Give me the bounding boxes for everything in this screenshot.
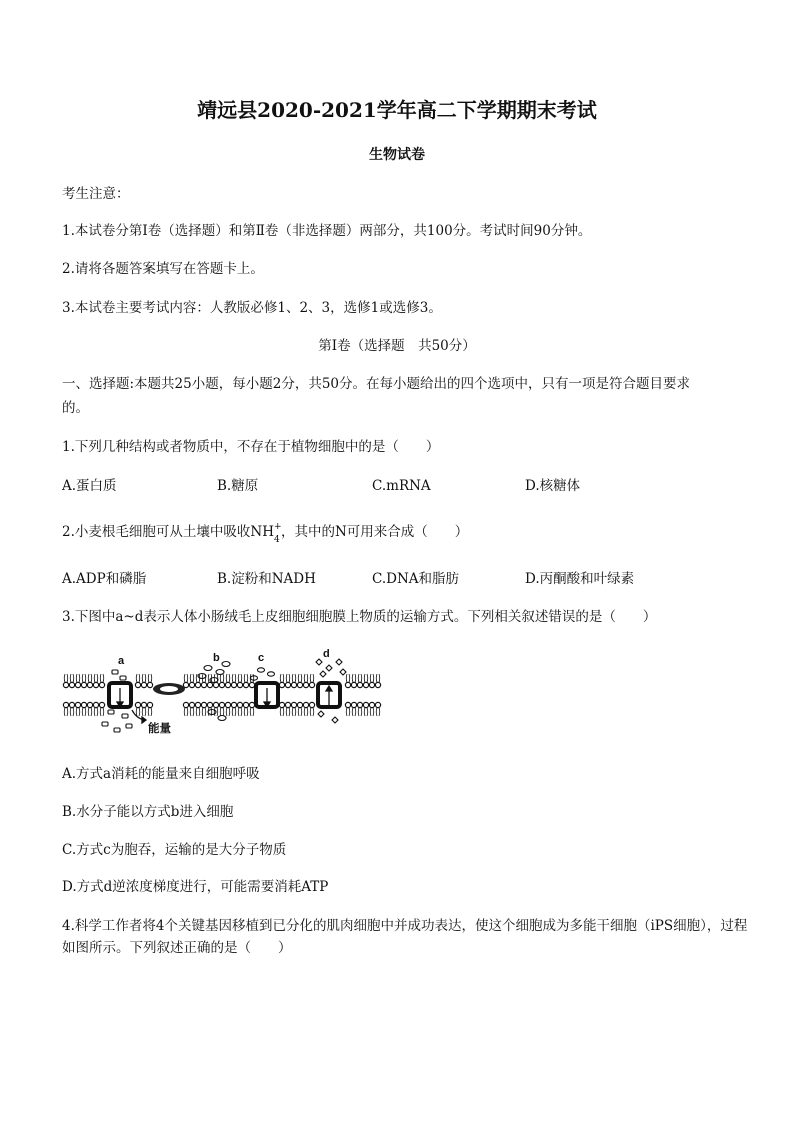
label-energy: 能量 (148, 723, 171, 735)
phospholipid (69, 674, 74, 688)
phospholipid (351, 702, 356, 716)
phospholipid (219, 702, 224, 716)
phospholipid (219, 674, 224, 688)
exam-subtitle: 生物试卷 (369, 147, 425, 163)
phospholipid (357, 674, 362, 688)
phospholipid (141, 674, 146, 688)
phospholipid (351, 674, 356, 688)
question-3-option-a: A.方式a消耗的能量来自细胞呼吸 (62, 766, 260, 782)
question-2-stem-post: ，其中的N可用来合成（ ） (280, 524, 469, 540)
notice-item-3: 3.本试卷主要考试内容：人教版必修1、2、3，选修1或选修3。 (62, 300, 442, 316)
section-instruction-line2: 的。 (62, 400, 89, 416)
question-1-option-a: A.蛋白质 (62, 478, 117, 494)
phospholipid (309, 674, 314, 688)
question-2-option-a: A.ADP和磷脂 (62, 571, 147, 587)
question-1-option-d: D.核糖体 (525, 478, 581, 494)
phospholipid (345, 702, 350, 716)
label-a: a (118, 655, 125, 667)
phospholipid (375, 702, 380, 716)
phospholipid (183, 702, 188, 716)
phospholipid (369, 674, 374, 688)
phospholipid (201, 702, 206, 716)
question-3-option-b: B.水分子能以方式b进入细胞 (62, 804, 234, 820)
exam-title: 靖远县2020-2021学年高二下学期期末考试 (197, 98, 597, 122)
phospholipid (189, 702, 194, 716)
phospholipid (285, 702, 290, 716)
phospholipid (369, 702, 374, 716)
phospholipid (189, 674, 194, 688)
phospholipid (303, 674, 308, 688)
phospholipid (147, 702, 152, 716)
notice-item-2: 2.请将各题答案填写在答题卡上。 (62, 261, 264, 277)
phospholipid (93, 702, 98, 716)
phospholipid (147, 674, 152, 688)
question-2-stem (62, 521, 468, 543)
ammonium-symbol: NH (250, 524, 274, 540)
phospholipid (345, 674, 350, 688)
phospholipid (141, 702, 146, 716)
membrane-transport-figure (62, 648, 382, 738)
phospholipid (93, 674, 98, 688)
notice-item-1: 1.本试卷分第Ⅰ卷（选择题）和第Ⅱ卷（非选择题）两部分，共100分。考试时间90分钟。 (62, 223, 592, 239)
phospholipid (291, 702, 296, 716)
phospholipid (225, 702, 230, 716)
question-3-stem: 3.下图中a~d表示人体小肠绒毛上皮细胞细胞膜上物质的运输方式。下列相关叙述错误的是（ ） (62, 609, 657, 625)
phospholipid (81, 674, 86, 688)
question-2-option-b: B.淀粉和NADH (217, 571, 316, 587)
phospholipid (231, 702, 236, 716)
phospholipid (183, 674, 188, 688)
phospholipid (81, 702, 86, 716)
notice-heading: 考生注意： (62, 186, 130, 202)
question-1-option-c: C.mRNA (372, 478, 431, 494)
label-c: c (258, 652, 265, 664)
phospholipid (225, 674, 230, 688)
phospholipid (195, 702, 200, 716)
phospholipid (357, 702, 362, 716)
label-b: b (213, 652, 220, 664)
question-3-option-c: C.方式c为胞吞，运输的是大分子物质 (62, 842, 287, 858)
ammonium-formula (250, 521, 281, 543)
phospholipid (63, 674, 68, 688)
question-2-option-d: D.丙酮酸和叶绿素 (525, 571, 635, 587)
membrane-diagram (62, 648, 382, 738)
phospholipid (231, 674, 236, 688)
phospholipid (363, 702, 368, 716)
phospholipid (243, 674, 248, 688)
phospholipid (309, 702, 314, 716)
phospholipid (87, 702, 92, 716)
phospholipid (99, 702, 104, 716)
phospholipid (279, 674, 284, 688)
phospholipid (249, 702, 254, 716)
phospholipid (237, 674, 242, 688)
phospholipid (237, 702, 242, 716)
phospholipid (75, 702, 80, 716)
question-2-stem-pre: 2.小麦根毛细胞可从土壤中吸收 (62, 524, 251, 540)
ammonium-subscript: 4 (273, 535, 280, 545)
phospholipid (279, 702, 284, 716)
section-title: 第Ⅰ卷（选择题 共50分） (318, 338, 476, 354)
phospholipid (75, 674, 80, 688)
phospholipid (63, 702, 68, 716)
phospholipid (243, 702, 248, 716)
phospholipid (285, 674, 290, 688)
channel-b (153, 683, 185, 695)
question-3-option-d: D.方式d逆浓度梯度进行，可能需要消耗ATP (62, 879, 329, 895)
phospholipid (99, 674, 104, 688)
phospholipid (297, 702, 302, 716)
section-instruction-line1: 一、选择题:本题共25小题，每小题2分，共50分。在每小题给出的四个选项中，只有一项是符合题目要求 (62, 376, 690, 392)
phospholipid (303, 702, 308, 716)
phospholipid (363, 674, 368, 688)
question-4-stem: 4.科学工作者将4个关键基因移植到已分化的肌肉细胞中并成功表达，使这个细胞成为多能干细胞（iPS细胞），过程如图所示。下列叙述正确的是（ ） (62, 918, 748, 956)
phospholipid (297, 674, 302, 688)
phospholipid (69, 702, 74, 716)
phospholipid (375, 674, 380, 688)
question-2-option-c: C.DNA和脂肪 (372, 571, 460, 587)
ammonium-charge: + (273, 522, 282, 532)
label-d: d (323, 648, 330, 660)
phospholipid (135, 674, 140, 688)
question-1-option-b: B.糖原 (217, 478, 259, 494)
phospholipid (87, 674, 92, 688)
phospholipid (135, 702, 140, 716)
phospholipid (291, 674, 296, 688)
question-1-stem: 1.下列几种结构或者物质中，不存在于植物细胞中的是（ ） (62, 439, 440, 455)
